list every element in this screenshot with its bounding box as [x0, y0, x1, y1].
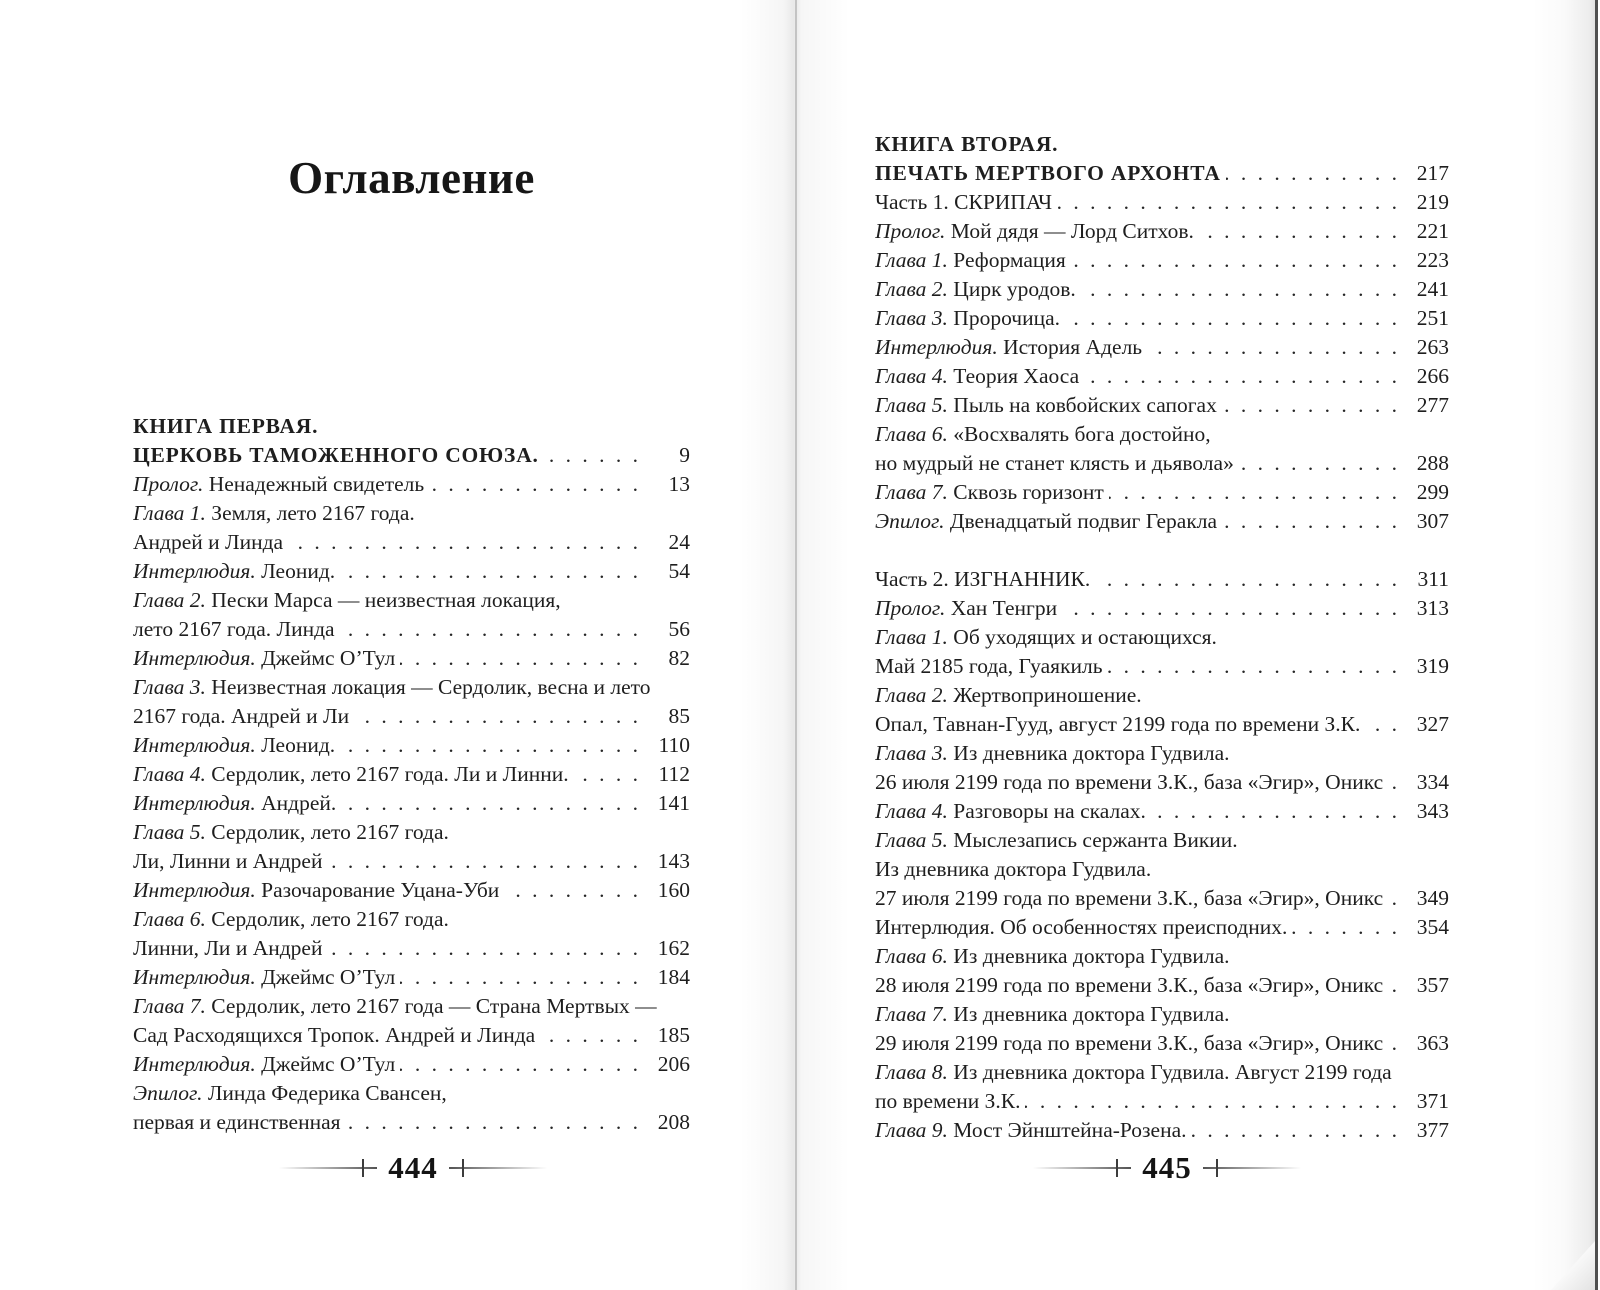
leader-dots [400, 963, 641, 992]
toc-entry-page: 377 [1416, 1118, 1449, 1142]
toc-entry-page: 311 [1417, 567, 1449, 591]
toc-entry-text: ЦЕРКОВЬ ТАМОЖЕННОГО СОЮЗА. [133, 443, 539, 467]
leader-dots [1109, 478, 1400, 507]
toc-entry [133, 702, 690, 731]
toc-entry-page: 343 [1416, 799, 1449, 823]
toc-entry-lead: Глава 5. [133, 820, 212, 844]
toc-entry-text: КНИГА ВТОРАЯ. [875, 132, 1059, 156]
toc-entry-text: Ненадежный свидетель [208, 472, 425, 496]
toc-entry [133, 876, 690, 905]
toc-entry [133, 847, 690, 876]
leader-dots [1062, 594, 1400, 623]
toc-entry [133, 789, 690, 818]
toc-entry-page: 266 [1416, 364, 1449, 388]
toc-entry-page: 357 [1416, 973, 1449, 997]
toc-entry-text: Из дневника доктора Гудвила. [953, 741, 1230, 765]
toc-entry-page: 112 [658, 762, 690, 786]
toc-entry-page: 277 [1416, 393, 1449, 417]
leader-dots [1365, 710, 1400, 739]
toc-entry-lead: Глава 3. [133, 675, 212, 699]
toc-entry-lead: Глава 5. [875, 393, 954, 417]
leader-dots [1057, 188, 1400, 217]
toc-entry-lead: Глава 7. [875, 480, 954, 504]
page-edge-line [1595, 0, 1598, 1290]
toc-entry-text: лето 2167 года. Линда [133, 617, 335, 641]
toc-entry-lead: Интерлюдия. [133, 559, 262, 583]
toc-entry-text: Реформация [953, 248, 1066, 272]
toc-entry-lead: Глава 3. [875, 306, 954, 330]
toc-entry [133, 1108, 690, 1137]
toc-entry-lead: Глава 3. [875, 741, 954, 765]
toc-entry-lead: Глава 7. [133, 994, 212, 1018]
page-edge-shadow [1532, 0, 1595, 1290]
leader-dots [288, 528, 641, 557]
toc-entry-text: 28 июля 2199 года по времени З.К., база «Эгир», Оникс [875, 973, 1384, 997]
toc-entry-text: Май 2185 года, Гуаякиль [875, 654, 1103, 678]
toc-entry [133, 412, 690, 441]
toc-entry-text: Леонид. [261, 559, 336, 583]
toc-entry-lead: Эпилог. [133, 1081, 208, 1105]
toc-entry-lead: Интерлюдия. [133, 1052, 262, 1076]
toc-entry-page: 307 [1416, 509, 1449, 533]
toc-entry-lead: Пролог. [133, 472, 209, 496]
toc-entry-page: 110 [658, 733, 690, 757]
toc-entry-lead: Глава 7. [875, 1002, 954, 1026]
leader-dots [1147, 333, 1400, 362]
toc-entry [875, 304, 1449, 333]
toc-entry-text: первая и единственная [133, 1110, 341, 1134]
toc-entry-lead: Глава 2. [875, 277, 954, 301]
leader-dots [1151, 797, 1400, 826]
toc-entry [875, 188, 1449, 217]
toc-entry-lead: Глава 1. [133, 501, 212, 525]
toc-entry [875, 1087, 1449, 1116]
leader-dots [1071, 246, 1400, 275]
toc-entry-text: Жертвоприношение. [953, 683, 1142, 707]
toc-entry [133, 992, 690, 1021]
toc-entry-page: 371 [1416, 1089, 1449, 1113]
leader-dots [400, 644, 641, 673]
toc-entry [875, 449, 1449, 478]
toc-entry [875, 1116, 1449, 1145]
toc-entry-lead: Эпилог. [875, 509, 950, 533]
toc-entry-lead: Глава 6. [133, 907, 212, 931]
toc-entry-text: Часть 2. ИЗГНАННИК. [875, 567, 1091, 591]
toc-entry [875, 275, 1449, 304]
leader-dots [574, 760, 641, 789]
leader-dots [1388, 768, 1400, 797]
toc-entry-text: Разговоры на скалах. [953, 799, 1146, 823]
toc-entry [875, 507, 1449, 536]
toc-entry-page: 184 [657, 965, 690, 989]
toc-entry-text: Из дневника доктора Гудвила. Август 2199 года [953, 1060, 1392, 1084]
toc-entry-text: Хан Тенгри [950, 596, 1058, 620]
leader-dots [1025, 1087, 1400, 1116]
toc-entry-lead: Интерлюдия. [133, 878, 262, 902]
toc-entry [875, 652, 1449, 681]
toc-entry-page: 141 [657, 791, 690, 815]
toc-entry-text: Джеймс О’Тул [261, 965, 396, 989]
toc-entry-lead: Глава 6. [875, 422, 954, 446]
toc-entry [875, 855, 1449, 884]
toc-entry-text: Леонид. [261, 733, 336, 757]
toc-entry-text: ПЕЧАТЬ МЕРТВОГО АРХОНТА [875, 161, 1221, 185]
toc-entry [875, 1000, 1449, 1029]
toc-entry-lead: Глава 4. [875, 799, 954, 823]
toc-entry-page: 143 [657, 849, 690, 873]
toc-entry [133, 673, 690, 702]
toc-entry-lead: Глава 8. [875, 1060, 954, 1084]
toc-entry-text: 29 июля 2199 года по времени З.К., база «Эгир», Оникс [875, 1031, 1384, 1055]
leader-dots [340, 557, 641, 586]
leader-dots [1222, 391, 1400, 420]
folio-right [880, 1148, 1454, 1188]
leader-dots [1388, 971, 1400, 1000]
leader-dots [1222, 507, 1400, 536]
toc-entry [133, 934, 690, 963]
toc-entry [875, 623, 1449, 652]
leader-dots [540, 1021, 641, 1050]
toc-entry [133, 731, 690, 760]
leader-dots [346, 1108, 641, 1137]
toc-entry-text: Мой дядя — Лорд Ситхов. [950, 219, 1194, 243]
leader-dots [1095, 565, 1400, 594]
leader-dots [1226, 159, 1400, 188]
book-gutter-line [795, 0, 797, 1290]
page-number-right: 445 [1142, 1150, 1192, 1185]
leader-dots [1388, 1029, 1400, 1058]
toc-entry-text: Неизвестная локация — Сердолик, весна и лето [211, 675, 651, 699]
leader-dots [354, 702, 641, 731]
toc-entry-lead: Глава 1. [875, 625, 954, 649]
page-number-left: 444 [388, 1150, 438, 1185]
toc-entry-page: 85 [668, 704, 690, 728]
toc-entry [875, 246, 1449, 275]
toc-entry [875, 565, 1449, 594]
toc-entry-page: 313 [1416, 596, 1449, 620]
leader-dots [1192, 1116, 1400, 1145]
toc-entry [875, 681, 1449, 710]
toc-entry [133, 528, 690, 557]
toc-entry-text: Сердолик, лето 2167 года. [211, 820, 449, 844]
page-corner-fold [1551, 1241, 1595, 1290]
toc-entry-page: 263 [1416, 335, 1449, 359]
folio-ornament-right [449, 1158, 547, 1178]
toc-entry-text: Из дневника доктора Гудвила. [953, 944, 1230, 968]
toc-list-left [133, 412, 690, 1137]
toc-entry [133, 441, 690, 470]
toc-entry-text: 27 июля 2199 года по времени З.К., база «Эгир», Оникс [875, 886, 1384, 910]
leader-dots [340, 615, 641, 644]
toc-entry-text: Мост Эйнштейна-Розена. [953, 1118, 1187, 1142]
toc-entry-lead: Глава 4. [133, 762, 212, 786]
toc-entry [875, 768, 1449, 797]
leader-dots [1239, 449, 1400, 478]
toc-entry-lead: Глава 9. [875, 1118, 954, 1142]
toc-entry [875, 217, 1449, 246]
toc-entry [875, 362, 1449, 391]
toc-entry-lead: Глава 6. [875, 944, 954, 968]
toc-entry-text: Ли, Линни и Андрей [133, 849, 323, 873]
toc-entry [875, 333, 1449, 362]
toc-entry-text: История Адель [1003, 335, 1143, 359]
toc-entry [875, 478, 1449, 507]
leader-dots [1292, 913, 1400, 942]
leader-dots [327, 847, 641, 876]
leader-dots [429, 470, 641, 499]
toc-entry-page: 354 [1416, 915, 1449, 939]
toc-entry-text: Пыль на ковбойских сапогах [953, 393, 1217, 417]
toc-entry-text: Земля, лето 2167 года. [211, 501, 415, 525]
toc-entry [133, 470, 690, 499]
toc-entry-lead: Глава 4. [875, 364, 954, 388]
toc-entry-page: 251 [1416, 306, 1449, 330]
toc-entry-page: 217 [1416, 161, 1449, 185]
toc-entry [133, 963, 690, 992]
toc-entry-page: 162 [657, 936, 690, 960]
toc-entry-text: Опал, Тавнан-Гууд, август 2199 года по времени З.К. [875, 712, 1361, 736]
leader-dots [1199, 217, 1400, 246]
toc-list-right [875, 130, 1449, 1145]
toc-entry-lead: Интерлюдия. [133, 965, 262, 989]
folio-ornament-right [1203, 1158, 1301, 1178]
toc-entry [875, 942, 1449, 971]
leader-dots [327, 934, 641, 963]
toc-entry-page: 299 [1416, 480, 1449, 504]
toc-entry [875, 420, 1449, 449]
toc-entry-lead: Интерлюдия. [875, 335, 1004, 359]
toc-entry-lead: Интерлюдия. [133, 733, 262, 757]
toc-entry [875, 913, 1449, 942]
toc-entry-lead: Глава 5. [875, 828, 954, 852]
toc-entry [133, 905, 690, 934]
toc-entry-text: Джеймс О’Тул [261, 646, 396, 670]
toc-entry-page: 334 [1416, 770, 1449, 794]
toc-entry-text: Об уходящих и остающихся. [953, 625, 1217, 649]
toc-entry [133, 557, 690, 586]
toc-entry [133, 1021, 690, 1050]
toc-entry-text: Андрей и Линда [133, 530, 284, 554]
toc-entry-page: 219 [1416, 190, 1449, 214]
toc-entry [875, 797, 1449, 826]
toc-entry-text: Интерлюдия. Об особенностях преисподних. [875, 915, 1288, 939]
leader-dots [1388, 884, 1400, 913]
toc-entry-text: Сад Расходящихся Тропок. Андрей и Линда [133, 1023, 536, 1047]
leader-dots [1084, 362, 1400, 391]
toc-entry [875, 826, 1449, 855]
toc-entry [875, 594, 1449, 623]
toc-entry-page: 208 [657, 1110, 690, 1134]
toc-entry-page: 288 [1416, 451, 1449, 475]
toc-entry-page: 9 [679, 443, 690, 467]
toc-entry [875, 130, 1449, 159]
folio-ornament-left [279, 1158, 377, 1178]
folio-left [133, 1148, 693, 1188]
toc-entry-text: Пески Марса — неизвестная локация, [211, 588, 561, 612]
toc-entry [875, 391, 1449, 420]
toc-entry-text: Разочарование Уцана-Уби [261, 878, 500, 902]
toc-entry-page: 160 [657, 878, 690, 902]
toc-entry-text: Сердолик, лето 2167 года — Страна Мертвых — [211, 994, 657, 1018]
toc-entry-text: 26 июля 2199 года по времени З.К., база «Эгир», Оникс [875, 770, 1384, 794]
toc-entry-page: 206 [657, 1052, 690, 1076]
toc-entry-text: Из дневника доктора Гудвила. [875, 857, 1152, 881]
leader-dots [1108, 652, 1400, 681]
toc-entry-text: Линни, Ли и Андрей [133, 936, 323, 960]
leader-dots [400, 1050, 641, 1079]
toc-entry-text: Линда Федерика Свансен, [207, 1081, 447, 1105]
toc-entry [875, 710, 1449, 739]
toc-entry-text: но мудрый не станет клясть и дьявола» [875, 451, 1234, 475]
toc-entry-page: 319 [1416, 654, 1449, 678]
toc-entry-text: Двенадцатый подвиг Геракла [949, 509, 1218, 533]
toc-entry [133, 760, 690, 789]
toc-entry [133, 586, 690, 615]
toc-entry-text: Мыслезапись сержанта Викии. [953, 828, 1238, 852]
toc-entry-page: 54 [668, 559, 690, 583]
book-gutter-shadow [740, 0, 850, 1290]
toc-entry [875, 739, 1449, 768]
toc-entry-page: 223 [1416, 248, 1449, 272]
leader-dots [340, 731, 641, 760]
toc-entry-page: 56 [668, 617, 690, 641]
leader-dots [1065, 304, 1400, 333]
toc-entry-text: Теория Хаоса [953, 364, 1080, 388]
toc-entry [133, 644, 690, 673]
toc-entry [875, 1058, 1449, 1087]
toc-entry-text: Часть 1. СКРИПАЧ [875, 190, 1053, 214]
toc-entry [133, 818, 690, 847]
folio-ornament-left [1033, 1158, 1131, 1178]
leader-dots [544, 441, 641, 470]
toc-entry [875, 971, 1449, 1000]
toc-entry-lead: Интерлюдия. [133, 646, 262, 670]
toc-entry-page: 349 [1416, 886, 1449, 910]
toc-entry [875, 159, 1449, 188]
toc-entry-lead: Глава 2. [875, 683, 954, 707]
toc-entry-text: Цирк уродов. [953, 277, 1076, 301]
toc-entry-lead: Глава 2. [133, 588, 212, 612]
toc-entry-text: Пророчица. [953, 306, 1061, 330]
toc-entry-lead: Пролог. [875, 596, 951, 620]
toc-entry-lead: Интерлюдия. [133, 791, 262, 815]
toc-entry-text: «Восхвалять бога достойно, [953, 422, 1211, 446]
toc-entry [133, 1050, 690, 1079]
leader-dots [504, 876, 641, 905]
toc-entry-text: КНИГА ПЕРВАЯ. [133, 414, 319, 438]
toc-entry-page: 185 [657, 1023, 690, 1047]
toc-entry-lead: Глава 1. [875, 248, 954, 272]
toc-entry [133, 615, 690, 644]
toc-entry-text: Сквозь горизонт [953, 480, 1104, 504]
toc-entry [133, 1079, 690, 1108]
leader-dots [1081, 275, 1400, 304]
toc-entry-page: 363 [1416, 1031, 1449, 1055]
toc-entry-page: 327 [1416, 712, 1449, 736]
toc-entry-text: Джеймс О’Тул [261, 1052, 396, 1076]
toc-entry-page: 82 [668, 646, 690, 670]
toc-entry-page: 241 [1416, 277, 1449, 301]
toc-entry [133, 499, 690, 528]
toc-entry [875, 884, 1449, 913]
toc-entry-text: по времени З.К. [875, 1089, 1021, 1113]
toc-entry-text: 2167 года. Андрей и Ли [133, 704, 350, 728]
toc-entry-page: 24 [668, 530, 690, 554]
leader-dots [341, 789, 641, 818]
toc-entry-text: Андрей. [261, 791, 337, 815]
toc-entry-text: Из дневника доктора Гудвила. [953, 1002, 1230, 1026]
toc-entry-lead: Пролог. [875, 219, 951, 243]
toc-title: Оглавление [288, 153, 535, 204]
toc-entry-page: 221 [1416, 219, 1449, 243]
toc-entry [875, 1029, 1449, 1058]
toc-entry-page: 13 [668, 472, 690, 496]
toc-entry-text: Сердолик, лето 2167 года. Ли и Линни. [211, 762, 569, 786]
toc-entry-text: Сердолик, лето 2167 года. [211, 907, 449, 931]
